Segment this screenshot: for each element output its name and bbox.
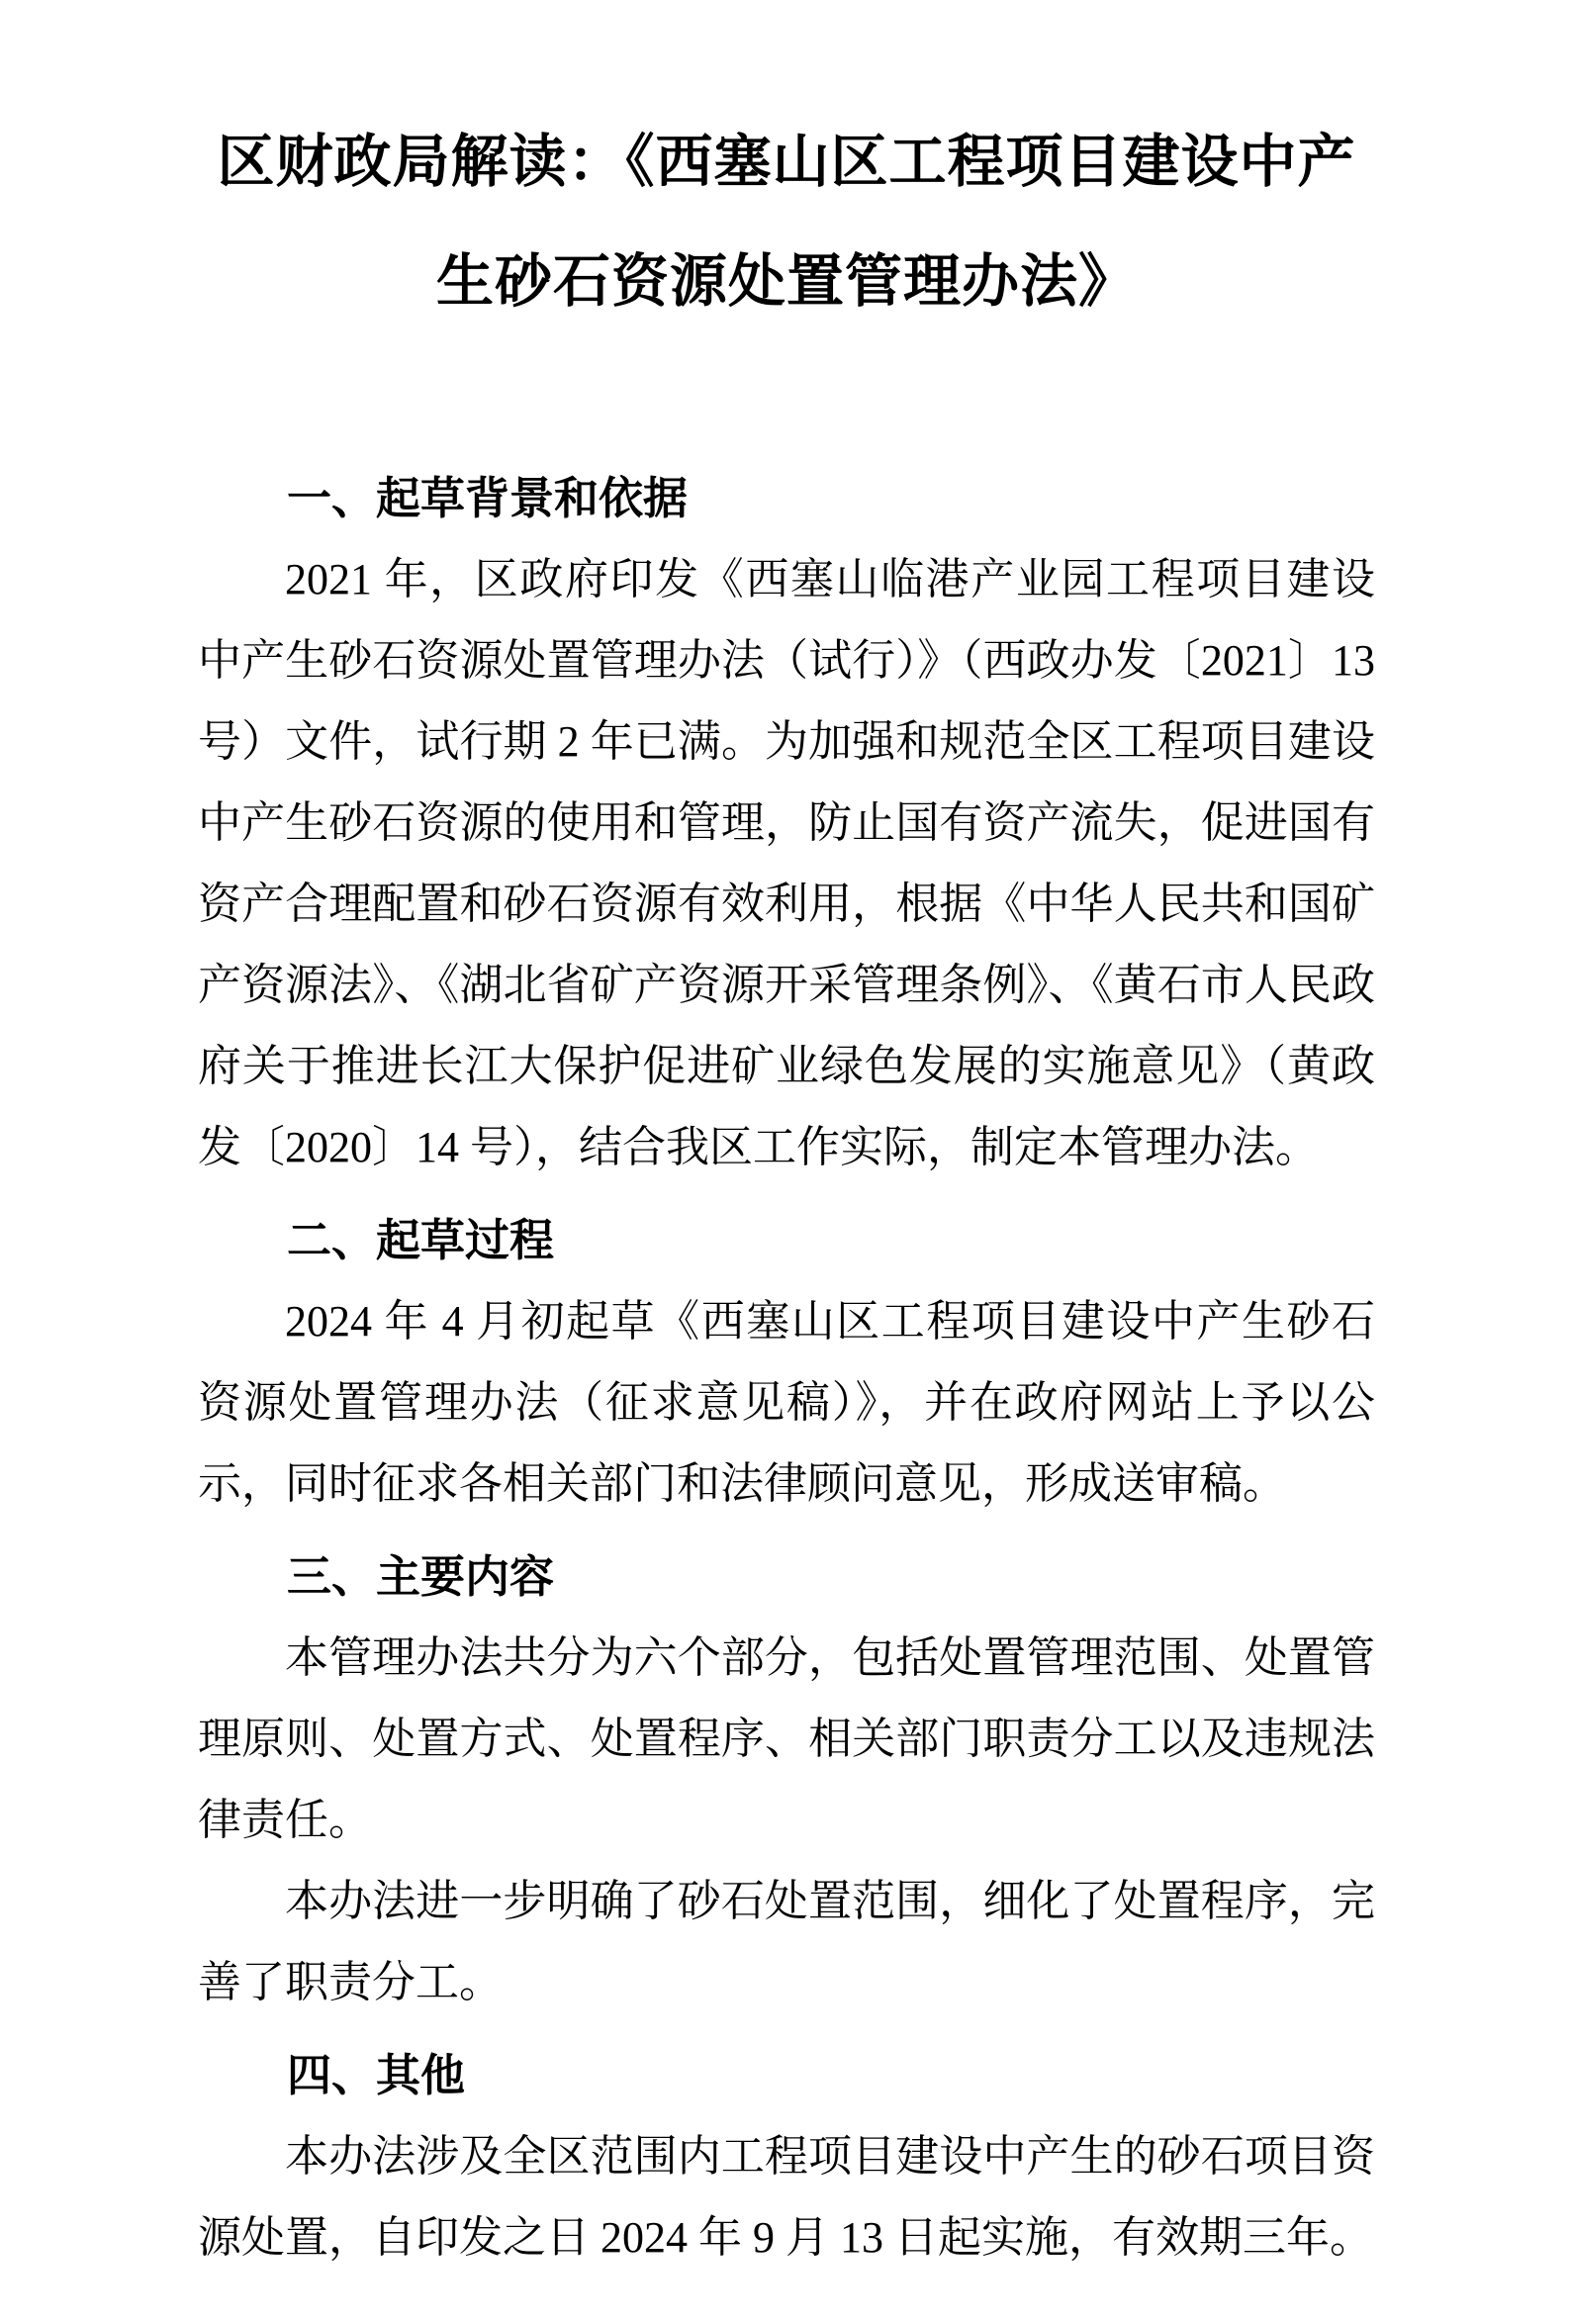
section-main-content (198, 1536, 1375, 2023)
paragraph: 2021 年，区政府印发《西塞山临港产业园工程项目建设中产生砂石资源处置管理办法（试行）》（西政办发〔2021〕13 号）文件，试行期 2 年已满。为加强和规范全区工程项目建设中产生砂石资源的使用和管理，防止国有资产流失，促进国有资产合理配置和砂石资源有效利用，根据《中华人民共和国矿产资源法》、《湖北省矿产资源开采管理条例》、《黄石市人民政府关于推进长江大保护促进矿业绿色发展的实施意见》（黄政发〔2020〕14 号），结合我区工作实际，制定本管理办法。 (198, 555, 1375, 1172)
paragraph: 本管理办法共分为六个部分，包括处置管理范围、处置管理原则、处置方式、处置程序、相关部门职责分工以及违规法律责任。 (198, 1633, 1375, 1845)
section-background (198, 458, 1375, 1188)
section-heading-other: 四、其他 (287, 2050, 466, 2101)
paragraph: 2024 年 4 月初起草《西塞山区工程项目建设中产生砂石资源处置管理办法（征求意见稿）》，并在政府网站上予以公示，同时征求各相关部门和法律顾问意见，形成送审稿。 (198, 1297, 1375, 1509)
paragraph: 本办法涉及全区范围内工程项目建设中产生的砂石项目资源处置，自印发之日 2024 年 9 月 13 日起实施，有效期三年。 (198, 2132, 1375, 2263)
section-heading-main-content: 三、主要内容 (287, 1551, 555, 1603)
section-drafting-process (198, 1200, 1375, 1525)
paragraph: 本办法进一步明确了砂石处置范围，细化了处置程序，完善了职责分工。 (198, 1877, 1375, 2007)
document-title: 区财政局解读：《西塞山区工程项目建设中产生砂石资源处置管理办法》 (217, 130, 1356, 314)
section-heading-drafting-process: 二、起草过程 (287, 1215, 555, 1266)
section-other (198, 2035, 1375, 2278)
section-heading-background: 一、起草背景和依据 (287, 473, 689, 524)
